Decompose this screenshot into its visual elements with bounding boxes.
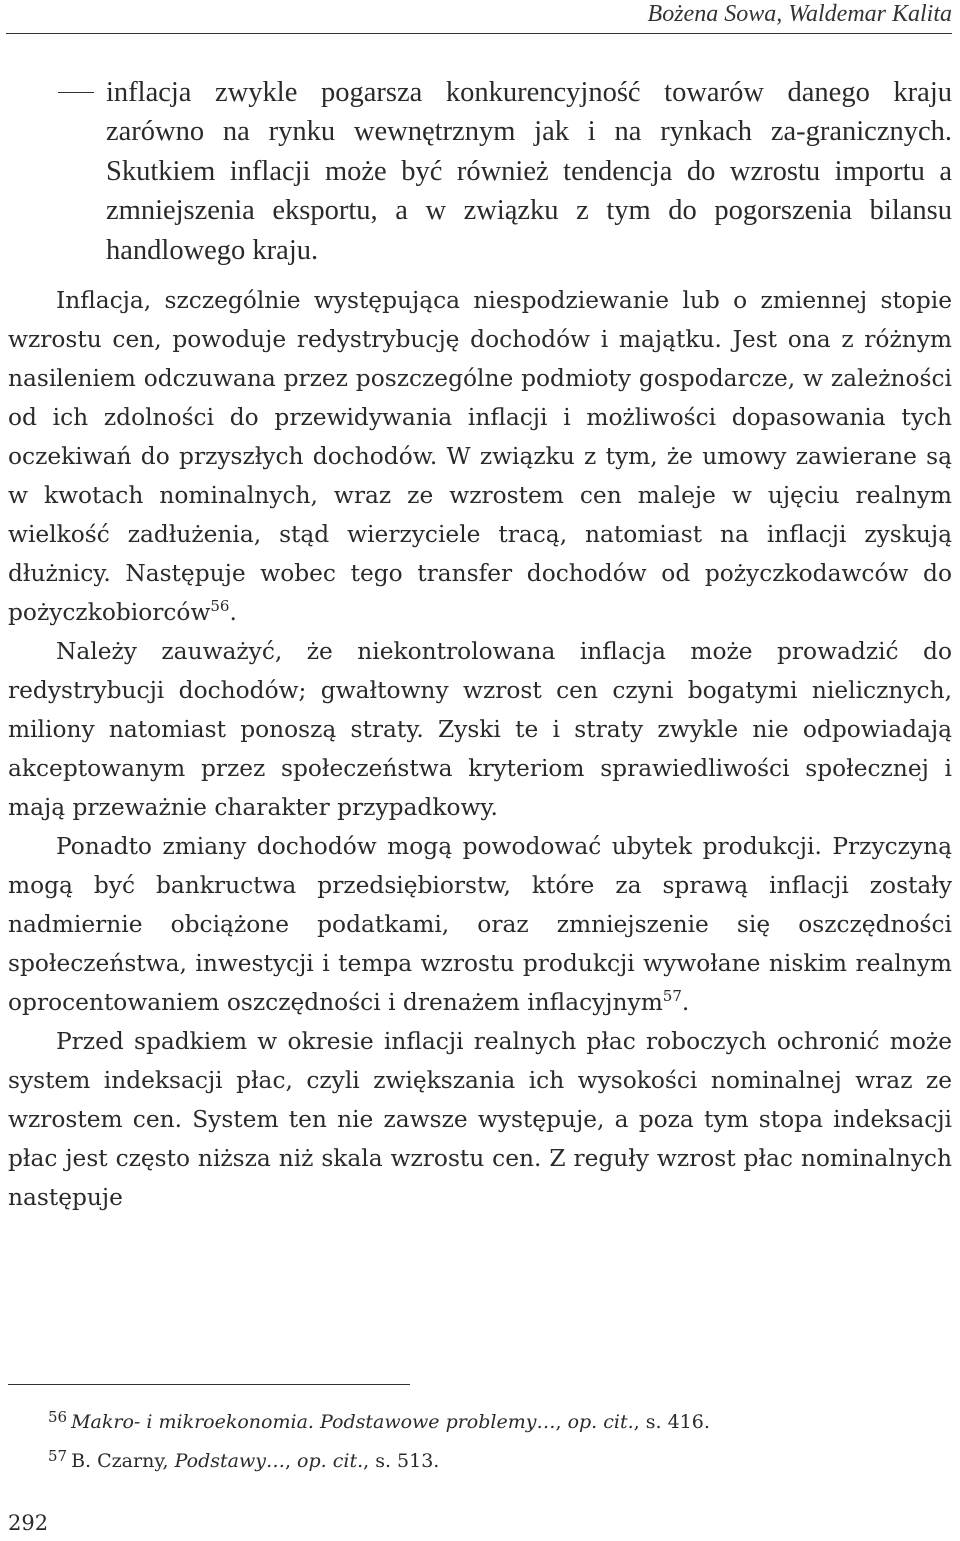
bullet-item <box>58 73 952 270</box>
footnote-number: 57 <box>48 1447 68 1465</box>
footnote-ref-56: 56 <box>210 597 230 615</box>
footnote-divider <box>8 1384 410 1385</box>
footnote-number: 56 <box>48 1408 68 1426</box>
page-number: 292 <box>8 1511 49 1535</box>
footnote-pages: , s. 416. <box>633 1411 710 1433</box>
footnote-author: B. Czarny, <box>71 1450 175 1472</box>
header-divider <box>6 33 952 34</box>
bullet-dash <box>58 92 94 93</box>
footnote-57 <box>48 1439 710 1478</box>
paragraph-end: . <box>681 989 690 1016</box>
main-text <box>8 281 952 1217</box>
paragraph-redistribution <box>8 281 952 632</box>
footnote-sep: , <box>555 1411 568 1433</box>
footnote-56 <box>48 1400 710 1439</box>
running-head-authors: Bożena Sowa, Waldemar Kalita <box>647 1 952 27</box>
paragraph-end: . <box>229 599 237 626</box>
footnotes <box>48 1400 710 1478</box>
footnote-ref-57: 57 <box>662 987 682 1005</box>
paragraph-uncontrolled-inflation <box>8 632 952 827</box>
footnote-cit: op. cit. <box>297 1450 364 1472</box>
footnote-pages: , s. 513. <box>363 1450 440 1472</box>
footnote-cit: op. cit. <box>567 1411 634 1433</box>
paragraph-text: Inflacja, szczególnie występująca niespodziewanie lub o zmiennej stopie wzrostu cen, powoduje redystrybucję dochodów i majątku. Jest ona z różnym nasileniem odczuwana przez poszczególne podmioty gospodarcze, w zależności od ich zdolności do przewidywania inflacji i możliwości dopasowania tych oczekiwań do przyszłych dochodów. W związku z tym, że umowy zawierane są w kwotach nominalnych, wraz ze wzrostem cen maleje w ujęciu realnym wielkość zadłużenia, stąd wierzyciele tracą, natomiast na inflacji zyskują dłużnicy. Następuje wobec tego transfer dochodów od pożyczkodawców do pożyczkobiorców <box>8 287 952 626</box>
footnote-title: Makro- i mikroekonomia. Podstawowe problemy… <box>71 1411 556 1433</box>
footnote-title: Podstawy… <box>174 1450 285 1472</box>
paragraph-text: Ponadto zmiany dochodów mogą powodować ubytek produkcji. Przyczyną mogą być bankructwa przedsiębiorstw, które za sprawą inflacji zostały nadmiernie obciążone podatkami, oraz zmniejszenie się oszczędności społeczeństwa, inwestycji i tempa wzrostu produkcji wywołane niskim realnym oprocentowaniem oszczędności i drenażem inflacyjnym <box>8 833 952 1016</box>
footnote-sep: , <box>284 1450 298 1472</box>
paragraph-wage-indexation <box>8 1022 952 1217</box>
paragraph-production-loss <box>8 827 952 1022</box>
paragraph-text: Przed spadkiem w okresie inflacji realnych płac roboczych ochronić może system indeksacji płac, czyli zwiększania ich wysokości nominalnej wraz ze wzrostem cen. System ten nie zawsze występuje, a poza tym stopa indeksacji płac jest często niższa niż skala wzrostu cen. Z reguły wzrost płac nominalnych następuje <box>8 1028 952 1211</box>
bullet-text: inflacja zwykle pogarsza konkurencyjność towarów danego kraju zarówno na rynku wewnętrznym jak i na rynkach za-granicznych. Skutkiem inflacji może być również tendencja do wzrostu importu a zmniejszenia eksportu, a w związku z tym do pogorszenia bilansu handlowego kraju. <box>106 77 952 266</box>
paragraph-text: Należy zauważyć, że niekontrolowana inflacja może prowadzić do redystrybucji dochodów; gwałtowny wzrost cen czyni bogatymi nielicznych, miliony natomiast ponoszą straty. Zyski te i straty zwykle nie odpowiadają akceptowanym przez społeczeństwa kryteriom sprawiedliwości społecznej i mają przeważnie charakter przypadkowy. <box>8 638 952 821</box>
